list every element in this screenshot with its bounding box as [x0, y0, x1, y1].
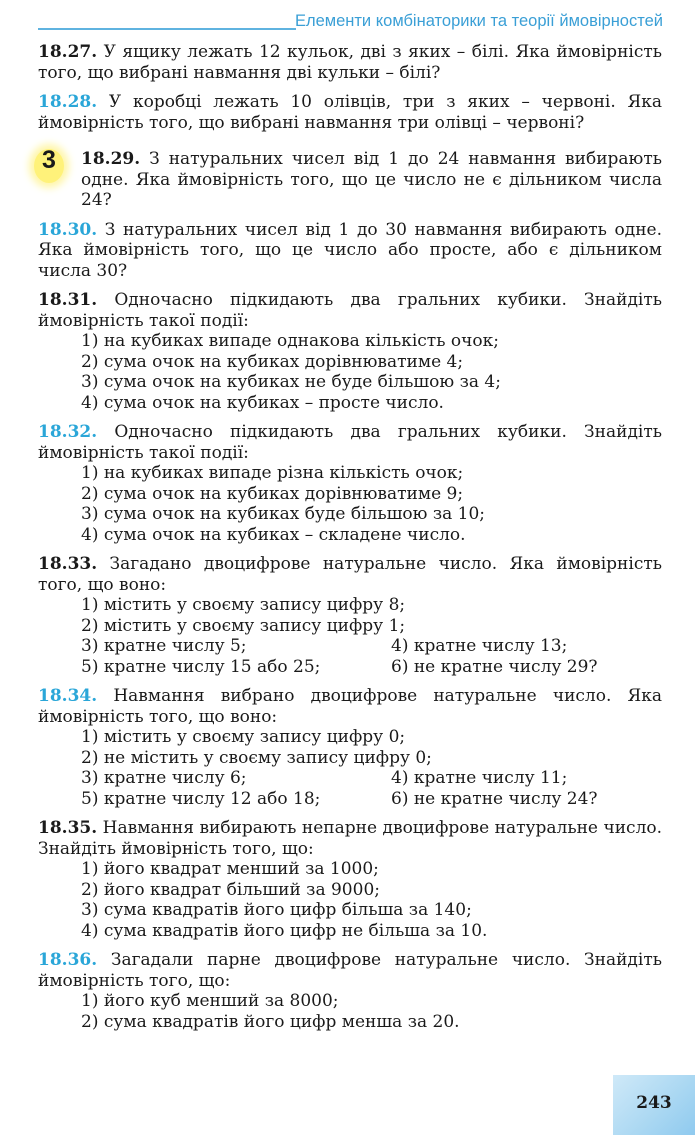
list-item: 3) сума очок на кубиках буде більшою за 10; — [81, 504, 485, 524]
problem-items — [38, 331, 662, 413]
list-item: 2) сума очок на кубиках дорівнюватиме 9; — [81, 483, 464, 504]
problem-number: 18.31. — [38, 290, 98, 310]
problem-text: Загадано двоцифрове натуральне число. Яка ймовірність того, що воно: — [38, 554, 662, 595]
problem-number: 18.35. — [38, 818, 98, 838]
problem-number: 18.27. — [38, 42, 98, 62]
list-item: 1) його куб менший за 8000; — [81, 991, 339, 1011]
problem-text: Одночасно підкидають два гральних кубики. Знайдіть ймовірність такої події: — [38, 422, 663, 463]
problem-18-28 — [38, 92, 662, 133]
problem-text: Навмання вибирають непарне двоцифрове натуральне число. Знайдіть ймовірність того, що: — [38, 818, 663, 859]
page-content — [38, 42, 662, 1041]
problem-items — [38, 595, 662, 677]
problem-number: 18.36. — [38, 950, 98, 970]
problem-text: Навмання вибрано двоцифрове натуральне число. Яка ймовірність того, що воно: — [38, 686, 662, 727]
list-item: 1) на кубиках випаде різна кількість очок; — [81, 463, 464, 483]
list-item: 3) кратне числу 5; — [81, 636, 247, 656]
problem-18-31 — [38, 290, 662, 413]
problem-items — [38, 463, 662, 545]
list-item: 4) сума очок на кубиках – просте число. — [81, 392, 444, 413]
list-item: 3) сума квадратів його цифр більша за 140; — [81, 900, 472, 920]
problem-18-35 — [38, 818, 662, 941]
list-item: 5) кратне числу 15 або 25; — [81, 656, 321, 677]
problem-text: У ящику лежать 12 кульок, дві з яких – білі. Яка ймовірність того, що вибрані навмання дві кульки – білі? — [38, 42, 663, 83]
problem-18-30 — [38, 220, 662, 282]
list-item: 1) на кубиках випаде однакова кількість очок; — [81, 331, 499, 351]
list-item: 2) не містить у своєму запису цифру 0; — [81, 747, 432, 768]
problem-text: З натуральних чисел від 1 до 30 навмання вибирають одне. Яка ймовірність того, що це число або просте, або є дільником числа 30? — [38, 219, 663, 281]
list-item: 3) кратне числу 6; — [81, 768, 247, 788]
problem-items — [38, 727, 662, 809]
list-item: 1) містить у своєму запису цифру 8; — [81, 595, 406, 615]
list-item: 4) кратне числу 11; — [391, 768, 568, 788]
page-number: 243 — [636, 1093, 672, 1113]
list-item: 4) сума очок на кубиках – складене число. — [81, 524, 466, 545]
difficulty-level-badge: 3 — [34, 149, 64, 183]
problem-text: У коробці лежать 10 олівців, три з яких – червоні. Яка ймовірність того, що вибрані навмання три олівці – червоні? — [38, 92, 662, 133]
list-item: 5) кратне числу 12 або 18; — [81, 788, 321, 809]
problem-number: 18.28. — [38, 92, 98, 112]
problem-18-29 — [38, 146, 662, 211]
problem-items — [38, 859, 662, 941]
list-item: 2) його квадрат більший за 9000; — [81, 879, 380, 900]
problem-18-27 — [38, 42, 662, 83]
problem-18-36 — [38, 950, 662, 1032]
list-item: 4) кратне числу 13; — [391, 636, 568, 656]
problem-number: 18.29. — [81, 149, 141, 169]
problem-number: 18.32. — [38, 422, 98, 442]
list-item: 2) сума очок на кубиках дорівнюватиме 4; — [81, 351, 464, 372]
list-item: 1) містить у своєму запису цифру 0; — [81, 727, 406, 747]
list-item: 6) не кратне числу 29? — [391, 656, 598, 677]
list-item: 2) містить у своєму запису цифру 1; — [81, 615, 406, 636]
running-header-title: Елементи комбінаторики та теорії ймовірностей — [294, 12, 663, 30]
list-item: 1) його квадрат менший за 1000; — [81, 859, 379, 879]
problem-text: Одночасно підкидають два гральних кубики. Знайдіть ймовірність такої події: — [38, 290, 663, 331]
problem-number: 18.30. — [38, 219, 98, 240]
problem-number: 18.34. — [38, 686, 98, 706]
problem-items — [38, 991, 662, 1032]
problem-text: З натуральних чисел від 1 до 24 навмання вибирають одне. Яка ймовірність того, що це число не є дільником числа 24? — [81, 149, 662, 210]
list-item: 3) сума очок на кубиках не буде більшою за 4; — [81, 372, 501, 392]
list-item: 2) сума квадратів його цифр менша за 20. — [81, 1011, 460, 1032]
list-item: 4) сума квадратів його цифр не більша за 10. — [81, 920, 488, 941]
problem-number: 18.33. — [38, 554, 98, 574]
problem-text: Загадали парне двоцифрове натуральне число. Знайдіть ймовірність того, що: — [38, 950, 662, 991]
problem-18-33 — [38, 554, 662, 677]
problem-18-34 — [38, 686, 662, 809]
problem-18-32 — [38, 422, 662, 545]
header-rule — [38, 28, 296, 30]
list-item: 6) не кратне числу 24? — [391, 788, 598, 809]
